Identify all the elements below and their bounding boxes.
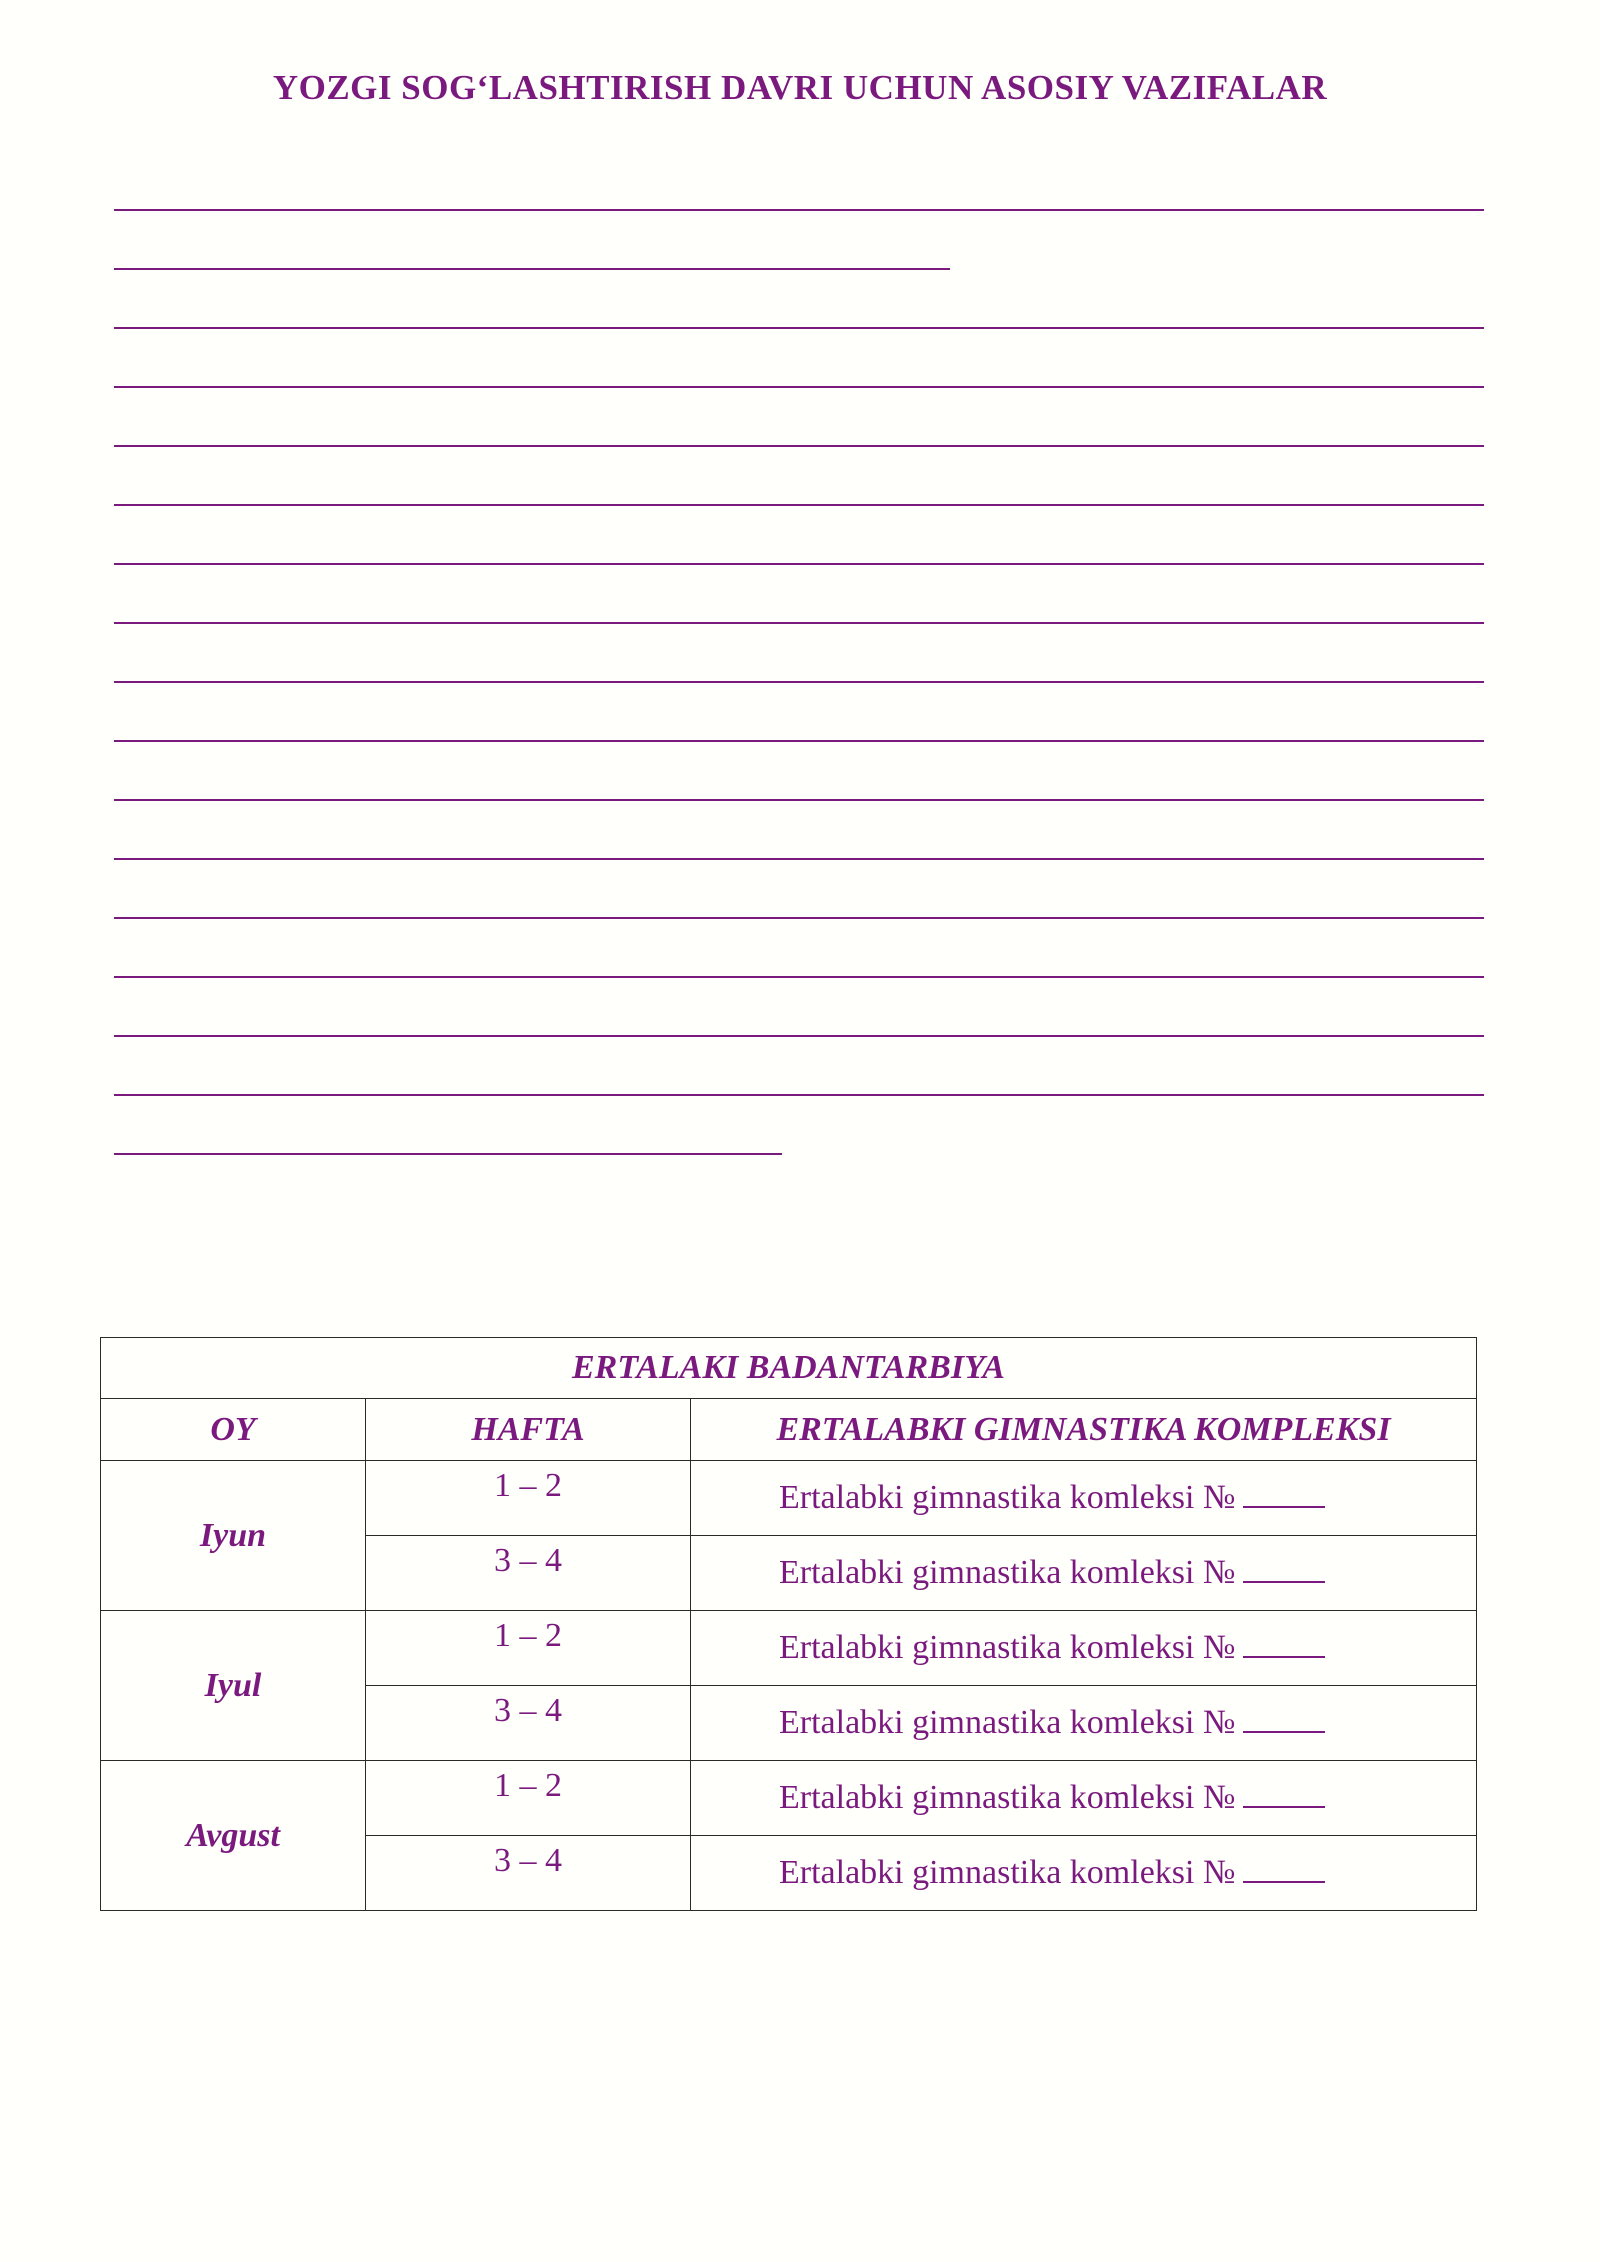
month-cell: Iyul xyxy=(101,1611,366,1761)
complex-number-blank[interactable] xyxy=(1243,1630,1325,1658)
column-header-month: OY xyxy=(101,1399,366,1461)
complex-label: Ertalabki gimnastika komleksi № xyxy=(779,1554,1236,1591)
column-header-week: HAFTA xyxy=(366,1399,691,1461)
writing-lines[interactable] xyxy=(114,0,1484,1200)
complex-cell xyxy=(691,1536,1477,1611)
week-cell: 3 – 4 xyxy=(366,1836,691,1911)
writing-line[interactable] xyxy=(114,917,1484,919)
complex-number-blank[interactable] xyxy=(1243,1705,1325,1733)
writing-line[interactable] xyxy=(114,799,1484,801)
table-row xyxy=(101,1611,1477,1686)
month-cell: Avgust xyxy=(101,1761,366,1911)
column-header-complex: ERTALABKI GIMNASTIKA KOMPLEKSI xyxy=(691,1399,1477,1461)
writing-line[interactable] xyxy=(114,563,1484,565)
morning-exercise-table xyxy=(100,1337,1477,1911)
writing-line[interactable] xyxy=(114,209,1484,211)
complex-label: Ertalabki gimnastika komleksi № xyxy=(779,1779,1236,1816)
week-cell: 3 – 4 xyxy=(366,1686,691,1761)
week-cell: 3 – 4 xyxy=(366,1536,691,1611)
writing-line[interactable] xyxy=(114,622,1484,624)
page-title: YOZGI SOG‘LASHTIRISH DAVRI UCHUN ASOSIY VAZIFALAR xyxy=(272,68,1328,107)
table-row xyxy=(101,1761,1477,1836)
complex-label: Ertalabki gimnastika komleksi № xyxy=(779,1629,1236,1666)
writing-line[interactable] xyxy=(114,1153,782,1155)
writing-line[interactable] xyxy=(114,858,1484,860)
complex-label: Ertalabki gimnastika komleksi № xyxy=(779,1854,1236,1891)
month-cell: Iyun xyxy=(101,1461,366,1611)
week-cell: 1 – 2 xyxy=(366,1461,691,1536)
week-cell: 1 – 2 xyxy=(366,1611,691,1686)
writing-line[interactable] xyxy=(114,1094,1484,1096)
complex-number-blank[interactable] xyxy=(1243,1855,1325,1883)
complex-cell xyxy=(691,1686,1477,1761)
complex-cell xyxy=(691,1611,1477,1686)
complex-label: Ertalabki gimnastika komleksi № xyxy=(779,1704,1236,1741)
writing-line[interactable] xyxy=(114,386,1484,388)
complex-label: Ertalabki gimnastika komleksi № xyxy=(779,1479,1236,1516)
writing-line[interactable] xyxy=(114,445,1484,447)
complex-cell xyxy=(691,1461,1477,1536)
writing-line[interactable] xyxy=(114,681,1484,683)
complex-cell xyxy=(691,1836,1477,1911)
table-row xyxy=(101,1461,1477,1536)
week-cell: 1 – 2 xyxy=(366,1761,691,1836)
complex-number-blank[interactable] xyxy=(1243,1780,1325,1808)
writing-line[interactable] xyxy=(114,740,1484,742)
writing-line[interactable] xyxy=(114,976,1484,978)
table-title: ERTALAKI BADANTARBIYA xyxy=(101,1338,1477,1399)
complex-cell xyxy=(691,1761,1477,1836)
complex-number-blank[interactable] xyxy=(1243,1480,1325,1508)
writing-line[interactable] xyxy=(114,1035,1484,1037)
writing-line[interactable] xyxy=(114,268,950,270)
writing-line[interactable] xyxy=(114,327,1484,329)
writing-line[interactable] xyxy=(114,504,1484,506)
complex-number-blank[interactable] xyxy=(1243,1555,1325,1583)
